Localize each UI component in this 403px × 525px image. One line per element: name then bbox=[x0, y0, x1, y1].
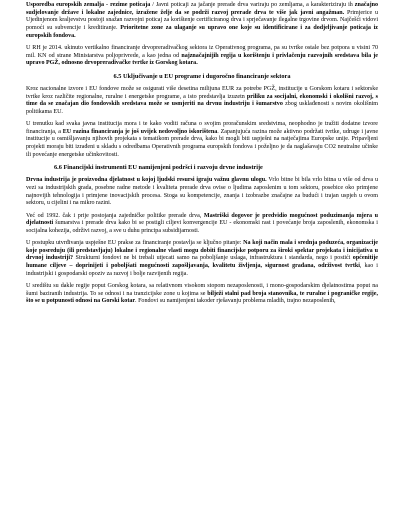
bold-text-run: najznačajnijih regija u korištenju i privlačenju razvojnih sredstava bila je upravo PGŽ, odnosno drvopreradivačke tvrtke iz Gorskog kotara. bbox=[26, 52, 378, 67]
section-heading-6-6: 6.6 Financijski instrumenti EU namijenjeni podršci i razvoju drvne industrije bbox=[54, 164, 263, 172]
paragraph-gorski-kotar bbox=[26, 283, 378, 306]
text-run: Već od 1992. čak i prije postojanja zajedničke politike prerade drva, bbox=[26, 212, 204, 219]
bold-text-run: Prioritetne zone za ulaganje su upravo one koje su identificirane i za dodjeljivanje poticaja iz europskih fondova. bbox=[26, 24, 378, 39]
text-run: Kroz nacionalne izvore i EU fondove može se osigurati više desetina milijuna EUR za potrebe PGŽ, institucije u Gorskom kotaru i sektorske tvrtke kroz različite regionalne, ruralne i energetske programe, a isto predstavlja izuzetn bbox=[26, 85, 378, 100]
section-heading-6-5: 6.5 Uključivanje u EU programe i dugoročno financiranje sektora bbox=[113, 72, 291, 80]
bold-text-run: općenitije humane ciljeve – doprinijeti i poboljšati mogućnosti zapošljavanja, kvalitetu življenja, sigurnost građana, održivost tvrtki bbox=[26, 255, 378, 270]
bold-text-run: Drvna industrija je proizvodna djelatnost u kojoj ljudski resursi igraju važnu glavnu ulogu. bbox=[26, 177, 267, 184]
paragraph-maastricht bbox=[26, 213, 378, 236]
bold-text-run: EU razina financiranja je još uvijek nedovoljno iskorištena bbox=[62, 128, 218, 135]
paragraph-best-practice bbox=[26, 240, 378, 278]
paragraph-public-institutions bbox=[26, 121, 378, 159]
text-run: U trenutku kad svaka javna institucija mora i te kako voditi računa o svojim proračunskim sredstvima, neophodno je tražiti dodatne izvore financiranja, a bbox=[26, 121, 378, 135]
bold-text-run: bilježi stalni pad broja stanovnika, te ruralne i pograničke regije, što se u potpunosti odnosi na Gorski kotar bbox=[26, 290, 379, 305]
text-run: zbog usklađenosti s novim okolišnim politikama EU. bbox=[26, 101, 378, 115]
bold-text-run: Usporedba europskih zemalja - rezime poticaja bbox=[26, 2, 151, 8]
text-run: U RH je 2014. ukinuto vertikalno financiranje drvopreradivačkog sektora iz Operativnog programa, pa su tvrtke ostale bez potpora u visini 70 mil. KN od strane Ministarstva poljoprivrede, a kao jedna od bbox=[26, 44, 378, 59]
paragraph-croatia-funding bbox=[26, 45, 378, 68]
text-run: Strukturni fondovi ne bi trebali utjecati samo na poboljšanje uslaga, infrastruktura i standarda, nego i postići bbox=[73, 255, 353, 262]
paragraph-human-resources bbox=[26, 177, 378, 208]
text-run: . Zapanjujuća razina može aktivno podržati tvrtke, udruge i javne institucije u osmišljavanju njihovih projekata s tematikom prerade drva, kako bi mogli biti uspješni na natječajima Europske unije. Pripavljeni projekti moraju biti izrađeni u skladu s odredbama Operativnih programa europskih fondova i poželjno je da naglašavaju CO2 neutralne učinke ili povećanje energetske učinkovitosti. bbox=[26, 128, 379, 158]
text-run: U postupku utvrđivanja uspješne EU prakse za financiranje postavlja se ključno pitanje: bbox=[26, 240, 244, 247]
text-run: , kao i industrijski i gospodarski opoziv za razvoj i bolje razvijenih regija. bbox=[26, 263, 378, 277]
text-run: / Javni poticaji za jačanje prerade drva variraju po zemljama, a karakteriziraju ih bbox=[150, 2, 355, 8]
text-run: . Fondovi su namijenjeni takoder rješavanju problema mladih, trajno nezaposlenih, bbox=[135, 298, 336, 305]
bold-text-run: Mastriški dogovor je predvidio mogućnost poduzimanja mjera u djelatnosti bbox=[26, 212, 378, 227]
bold-text-run: priliku za socijalni, ekonomski i okolišni razvoj, s time da se značajan dio fondovskih sredstava može se usmjeriti na drvnu industriju i šumarstvo bbox=[26, 93, 379, 108]
text-run: U središtu su dakle regije poput Gorskog kotara, sa relativnom visokom stopom nezaposlenosti, i mono-gospodarskim djelatnostima poput na šumi baziranih industrija. To se odnosi i na tranzicijske zone u kojima se bbox=[26, 283, 378, 297]
text-run: šumarstva i prerade drva kako bi se postigli ciljevi konvergencije EU - ekonomski rast i povećanje broja zaposlenih, ekonomska i socijalna kohezija, održivi razvoj, a sve u duhu principa subsidijarnosti. bbox=[26, 220, 378, 234]
bold-text-run: Na koji način mala i srednja poduzeća, organizacije koje posreduju (ili predstavljaju) lokalne i regionalne vlasti mogu dobiti financijske potporu za široki spektar projekata i inicijativa u drvnoj industriji? bbox=[26, 240, 378, 262]
bold-text-run: značajno sudjelovanje države i lokalne zajednice, izražene želje da se podrži razvoj prerade drva te više jak javni angažman. bbox=[26, 2, 378, 16]
document-page bbox=[26, 2, 378, 311]
text-run: Primjerice u Ujedinjenom kraljevstvu postoji snažan razvojni poticaj za korištenje certificiranog drva i sprječavanje ilegalne trgovine drvom. Najčešći vidovi pomoći su subvencije i kreditiranje. bbox=[26, 9, 378, 31]
text-run: Vrlo bitne bi bila vrlo bitna u više od drva u vezi sa industrijskih grada, posebne radne metode i kvaliteta prerade drva ovise o ljudima zaposlenim u tom sektoru, posebice oko primjene najnovijih tehnologija i primjene inovacijskih procesa. Stoga su kompetencije, znanja i izobrazbe značajne za budući i trajan uspjeh u ovom sektoru, u cijelini i na mikro razini. bbox=[26, 177, 378, 207]
paragraph-incentives bbox=[26, 2, 378, 40]
paragraph-eu-funds bbox=[26, 86, 378, 117]
